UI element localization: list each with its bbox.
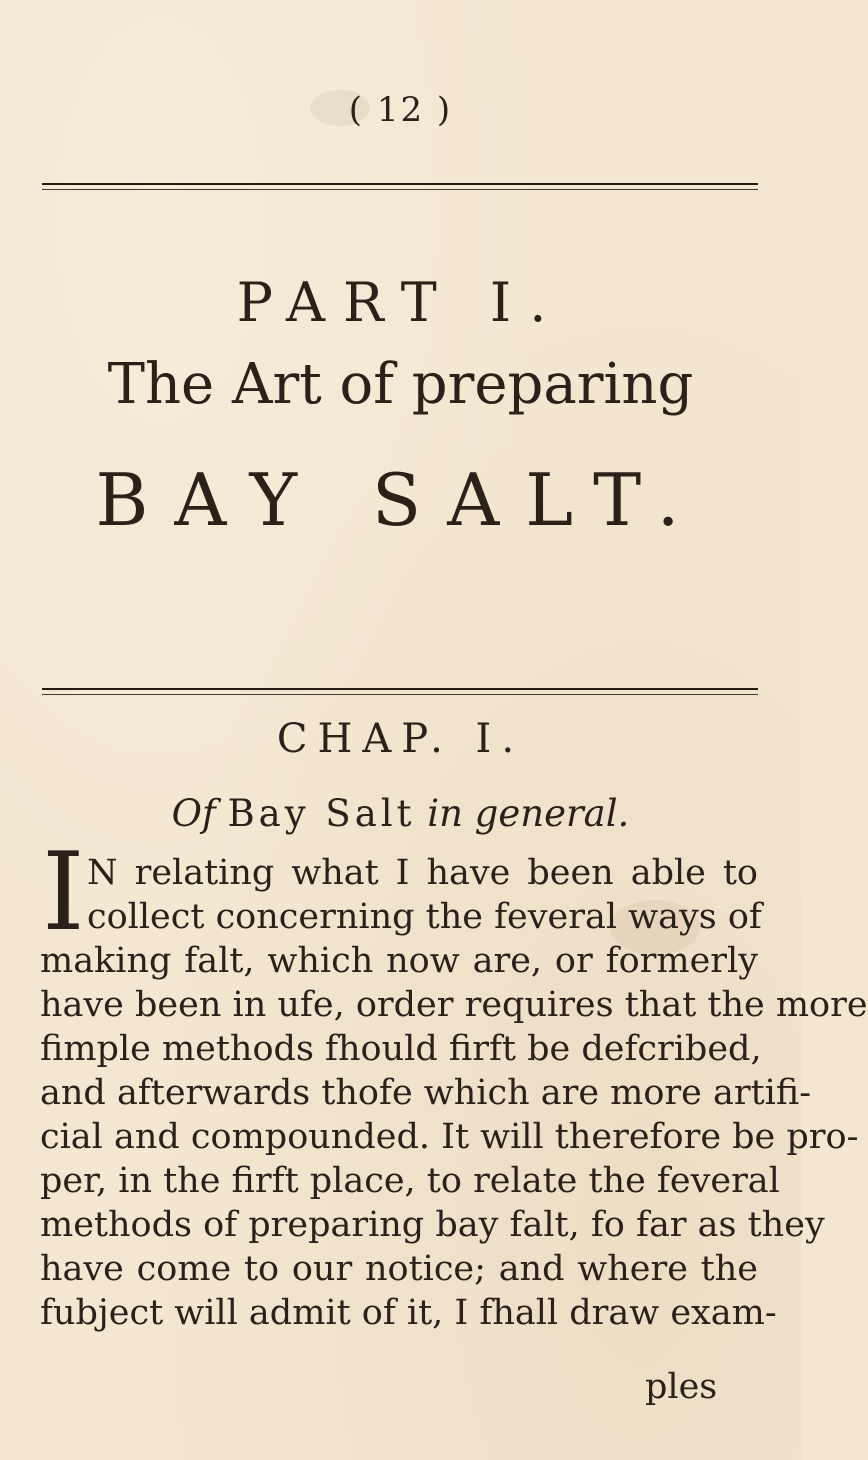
body-line: cial and compounded. It will therefore be pro- xyxy=(40,1117,859,1157)
chapter-rule xyxy=(42,688,758,690)
top-rule xyxy=(42,183,758,185)
chapter-subtitle-bay-salt: Bay Salt xyxy=(227,792,416,835)
body-line: fubject will admit of it, I fhall draw exam- xyxy=(40,1293,777,1333)
body-line: per, in the firft place, to relate the feveral xyxy=(40,1161,780,1201)
catchword: ples xyxy=(645,1367,718,1407)
part-title: PART I. xyxy=(236,271,565,334)
drop-cap: I xyxy=(42,830,85,955)
art-title: The Art of preparing xyxy=(107,352,694,417)
body-line: have been in ufe, order requires that the more xyxy=(40,985,868,1025)
body-line: N relating what I have been able to xyxy=(87,853,758,893)
body-text xyxy=(40,851,868,1335)
body-line: have come to our notice; and where the xyxy=(40,1249,758,1289)
chapter-subtitle xyxy=(0,792,801,835)
body-line: making falt, which now are, or formerly xyxy=(40,941,758,981)
chapter-subtitle-of: Of xyxy=(171,792,216,835)
body-line: collect concerning the feveral ways of xyxy=(87,897,762,937)
chapter-heading: CHAP. I. xyxy=(276,716,525,762)
subject-title: BAY SALT. xyxy=(95,458,706,542)
body-line: methods of preparing bay falt, fo far as they xyxy=(40,1205,825,1245)
chapter-subtitle-in-general: in general. xyxy=(427,792,630,835)
body-line: fimple methods fhould firft be defcribed, xyxy=(40,1029,762,1069)
page-number: ( 12 ) xyxy=(348,90,453,130)
body-line: and afterwards thofe which are more artifi- xyxy=(40,1073,812,1113)
